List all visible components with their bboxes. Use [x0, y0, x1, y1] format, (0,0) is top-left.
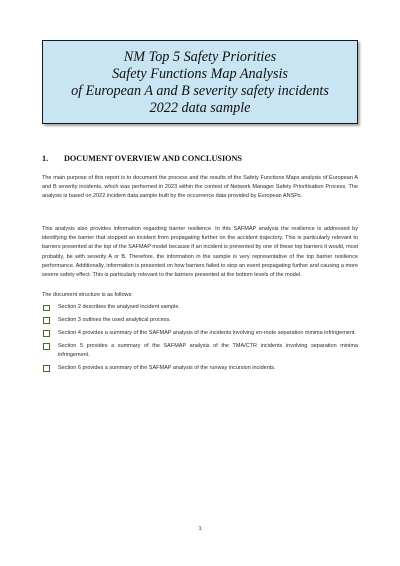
list-item: [42, 316, 358, 325]
list-item-text: Section 2 describes the analysed incident sample.: [58, 304, 180, 310]
structure-list: [42, 303, 358, 376]
page-number: 1: [198, 526, 202, 532]
paragraph-purpose: The main purpose of this report is to document the process and the results of the Safety Functions Maps analysis of European A and B severity incidents, which was performed in 2023 within the context of Network Manager Safety Prioritisation Process. The analysis is based on 2022 incident data sample built by the occurrence data provided by European ANSPs.: [42, 175, 358, 200]
checkbox-bullet-icon: [43, 365, 50, 372]
checkbox-bullet-icon: [43, 305, 50, 312]
paragraph-structure-intro: The document structure is as follows:: [42, 292, 133, 298]
list-item: [42, 364, 358, 373]
title-line-2: Safety Functions Map Analysis: [112, 65, 288, 82]
checkbox-bullet-icon: [43, 317, 50, 324]
checkbox-bullet-icon: [43, 330, 50, 337]
title-box: [42, 40, 358, 124]
list-item-text: Section 5 provides a summary of the SAFMAP analysis of the TMA/CTR incidents involving separation minima infringement.: [58, 342, 358, 358]
list-item: [42, 303, 358, 312]
checkbox-bullet-icon: [43, 343, 50, 350]
paragraph-resilience: This analysis also provides information regarding barrier resilience. In this SAFMAP analysis the resilience is addressed by identifying the barrier that stopped an incident from propagating further on the accident trajectory. This is particularly relevant to barriers presented at the top of the SAFMAP model because if an incident is prevented by one of these top barriers it would, most probably, be with severity A or B. Therefore, the information in the sample is very representative of the top barrier resilience performance. Additionally, information is presented on how barriers failed to stop an event propagating further and causing a more severe safety effect. This is particularly relevant to the barriers presented at the bottom levels of the model.: [42, 226, 358, 279]
title-line-4: 2022 data sample: [149, 99, 251, 116]
list-item-text: Section 4 provides a summary of the SAFMAP analysis of the incidents involving en-route separation minima infringement.: [58, 329, 356, 336]
section-number: 1.: [42, 154, 49, 163]
title-line-3: of European A and B severity safety incidents: [71, 82, 329, 99]
title-line-1: NM Top 5 Safety Priorities: [123, 48, 277, 65]
list-item-text: Section 3 outlines the used analytical process.: [58, 316, 171, 323]
list-item: [42, 342, 358, 360]
list-item: [42, 329, 358, 338]
list-item-text: Section 6 provides a summary of the SAFMAP analysis of the runway incursion incidents.: [58, 364, 276, 371]
section-title: DOCUMENT OVERVIEW AND CONCLUSIONS: [64, 154, 242, 163]
section-heading: [42, 154, 358, 163]
